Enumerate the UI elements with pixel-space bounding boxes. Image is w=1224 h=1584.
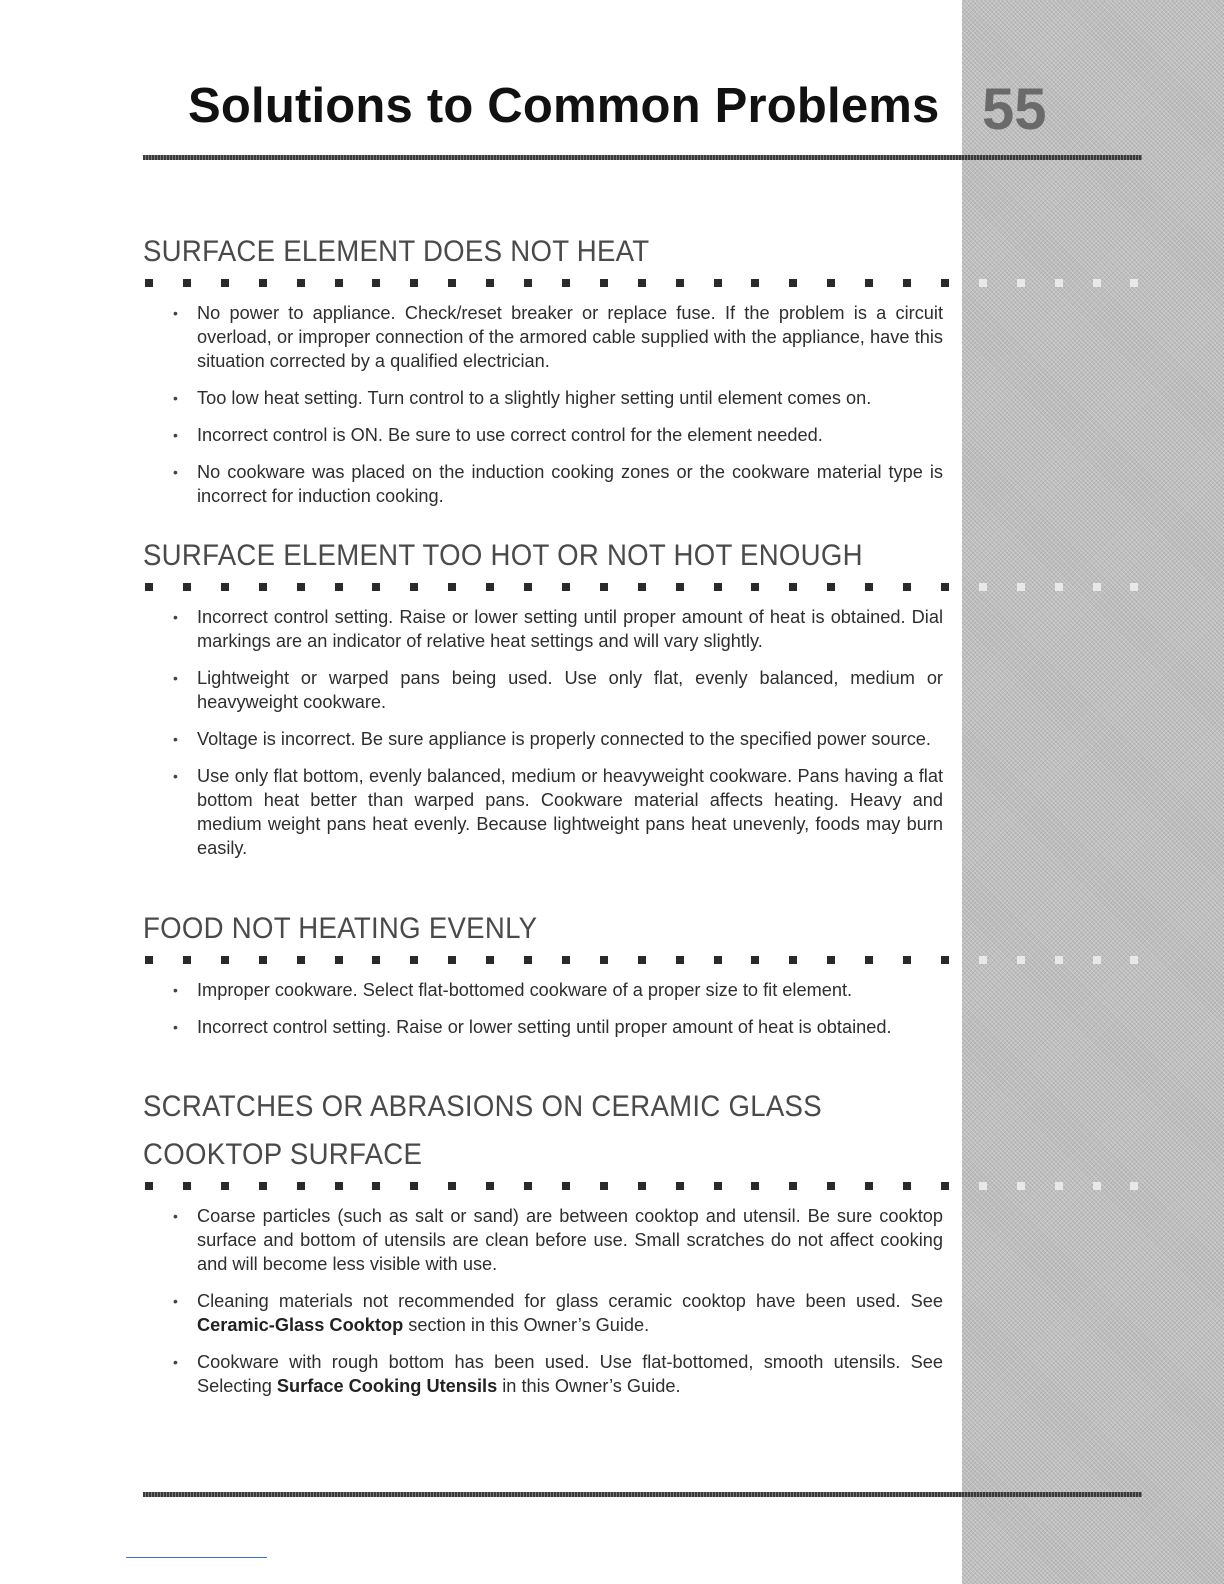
separator-dot bbox=[1130, 956, 1138, 964]
page-number: 55 bbox=[982, 77, 1047, 142]
section-heading: SURFACE ELEMENT DOES NOT HEAT bbox=[143, 235, 650, 268]
list-item: • Incorrect control setting. Raise or lower setting until proper amount of heat is obtained. Dial markings are an indicator of relative heat settings and will vary slightly. bbox=[197, 605, 943, 653]
separator-dot bbox=[714, 279, 722, 287]
section-scratches-on-cooktop bbox=[143, 1083, 1143, 1411]
separator-dot bbox=[335, 279, 343, 287]
separator-dot bbox=[221, 583, 229, 591]
separator-dot bbox=[600, 1182, 608, 1190]
separator-dot bbox=[448, 583, 456, 591]
list-item: • Use only flat bottom, evenly balanced, medium or heavyweight cookware. Pans having a flat bottom heat better than warped pans. Cookware material affects heating. Heavy and medium weight pans heat evenly. Because lightweight pans heat unevenly, foods may burn easily. bbox=[197, 764, 943, 860]
item-text: in this Owner’s Guide. bbox=[497, 1376, 681, 1396]
separator-dot bbox=[524, 956, 532, 964]
separator-dot bbox=[410, 956, 418, 964]
separator-dot bbox=[486, 583, 494, 591]
separator-dot bbox=[638, 1182, 646, 1190]
item-emphasis: Surface Cooking Utensils bbox=[276, 1376, 498, 1396]
separator-dot bbox=[524, 1182, 532, 1190]
separator-dot bbox=[979, 279, 987, 287]
separator-dot bbox=[221, 279, 229, 287]
separator-dot bbox=[1130, 1182, 1138, 1190]
separator-dot bbox=[335, 583, 343, 591]
separator-dot bbox=[1093, 279, 1101, 287]
separator-dot bbox=[714, 1182, 722, 1190]
separator-dot bbox=[941, 956, 949, 964]
separator-dot bbox=[676, 279, 684, 287]
bullet-list bbox=[143, 605, 1143, 860]
dotted-separator bbox=[143, 583, 1143, 595]
list-item: • Improper cookware. Select flat-bottomed cookware of a proper size to fit element. bbox=[197, 978, 943, 1002]
separator-dot bbox=[183, 279, 191, 287]
list-item: • Incorrect control setting. Raise or lower setting until proper amount of heat is obtained. bbox=[197, 1015, 943, 1039]
separator-dot bbox=[486, 956, 494, 964]
separator-dot bbox=[297, 279, 305, 287]
separator-dot bbox=[979, 1182, 987, 1190]
separator-dot bbox=[979, 583, 987, 591]
list-item: • Incorrect control is ON. Be sure to use correct control for the element needed. bbox=[197, 423, 943, 447]
footer-underline bbox=[126, 1557, 267, 1558]
separator-dot bbox=[145, 1182, 153, 1190]
separator-dot bbox=[638, 583, 646, 591]
separator-dot bbox=[1017, 583, 1025, 591]
section-surface-element-too-hot bbox=[143, 532, 1143, 873]
separator-dot bbox=[221, 1182, 229, 1190]
separator-dot bbox=[600, 279, 608, 287]
separator-dot bbox=[903, 583, 911, 591]
separator-dot bbox=[410, 1182, 418, 1190]
list-item: • No cookware was placed on the induction cooking zones or the cookware material type is incorrect for induction cooking. bbox=[197, 460, 943, 508]
separator-dot bbox=[259, 279, 267, 287]
item-emphasis: Ceramic-Glass Cooktop bbox=[197, 1315, 404, 1335]
separator-dot bbox=[524, 583, 532, 591]
separator-dot bbox=[1017, 1182, 1025, 1190]
separator-dot bbox=[751, 1182, 759, 1190]
separator-dot bbox=[145, 583, 153, 591]
separator-dot bbox=[486, 1182, 494, 1190]
item-text: section in this Owner’s Guide. bbox=[403, 1315, 650, 1335]
separator-dot bbox=[1017, 956, 1025, 964]
separator-dot bbox=[145, 279, 153, 287]
list-item: • Coarse particles (such as salt or sand) are between cooktop and utensil. Be sure cooktop surface and bottom of utensils are clean before use. Small scratches do not affect cooking and will become less visible with use. bbox=[197, 1204, 943, 1276]
list-item: • Too low heat setting. Turn control to a slightly higher setting until element comes on. bbox=[197, 386, 943, 410]
bullet-list bbox=[143, 978, 1143, 1039]
separator-dot bbox=[562, 583, 570, 591]
page-title: Solutions to Common Problems bbox=[188, 79, 940, 133]
section-heading: SCRATCHES OR ABRASIONS ON CERAMIC GLASS COOKTOP SURFACE bbox=[143, 1090, 822, 1171]
separator-dot bbox=[903, 956, 911, 964]
separator-dot bbox=[562, 279, 570, 287]
separator-dot bbox=[297, 583, 305, 591]
separator-dot bbox=[1055, 279, 1063, 287]
separator-dot bbox=[259, 583, 267, 591]
separator-dot bbox=[1055, 956, 1063, 964]
separator-dot bbox=[827, 1182, 835, 1190]
separator-dot bbox=[486, 279, 494, 287]
separator-dot bbox=[676, 956, 684, 964]
separator-dot bbox=[751, 583, 759, 591]
separator-dot bbox=[1130, 583, 1138, 591]
separator-dot bbox=[1130, 279, 1138, 287]
separator-dot bbox=[297, 1182, 305, 1190]
separator-dot bbox=[714, 583, 722, 591]
separator-dot bbox=[789, 583, 797, 591]
separator-dot bbox=[372, 956, 380, 964]
section-surface-element-does-not-heat bbox=[143, 228, 1143, 521]
separator-dot bbox=[410, 279, 418, 287]
separator-dot bbox=[1093, 956, 1101, 964]
separator-dot bbox=[410, 583, 418, 591]
section-heading: SURFACE ELEMENT TOO HOT OR NOT HOT ENOUGH bbox=[143, 539, 863, 572]
separator-dot bbox=[448, 1182, 456, 1190]
separator-dot bbox=[524, 279, 532, 287]
section-food-not-heating-evenly bbox=[143, 905, 1143, 1052]
separator-dot bbox=[372, 279, 380, 287]
separator-dot bbox=[448, 279, 456, 287]
separator-dot bbox=[941, 583, 949, 591]
separator-dot bbox=[372, 1182, 380, 1190]
separator-dot bbox=[297, 956, 305, 964]
separator-dot bbox=[789, 956, 797, 964]
section-heading: FOOD NOT HEATING EVENLY bbox=[143, 912, 538, 945]
dotted-separator bbox=[143, 1182, 1143, 1194]
separator-dot bbox=[600, 583, 608, 591]
separator-dot bbox=[1093, 583, 1101, 591]
list-item: • No power to appliance. Check/reset breaker or replace fuse. If the problem is a circuit overload, or improper connection of the armored cable supplied with the appliance, have this situation corrected by a qualified electrician. bbox=[197, 301, 943, 373]
separator-dot bbox=[562, 956, 570, 964]
separator-dot bbox=[259, 1182, 267, 1190]
separator-dot bbox=[676, 583, 684, 591]
separator-dot bbox=[714, 956, 722, 964]
item-text: Cleaning materials not recommended for glass ceramic cooktop have been used. See bbox=[197, 1291, 943, 1311]
separator-dot bbox=[562, 1182, 570, 1190]
separator-dot bbox=[751, 279, 759, 287]
header-rule bbox=[143, 155, 1142, 160]
separator-dot bbox=[638, 279, 646, 287]
separator-dot bbox=[865, 956, 873, 964]
bullet-list bbox=[143, 1204, 1143, 1398]
separator-dot bbox=[789, 279, 797, 287]
list-item: • Voltage is incorrect. Be sure appliance is properly connected to the specified power source. bbox=[197, 727, 943, 751]
separator-dot bbox=[638, 956, 646, 964]
separator-dot bbox=[827, 583, 835, 591]
separator-dot bbox=[145, 956, 153, 964]
separator-dot bbox=[865, 1182, 873, 1190]
item-text: Cookware with rough bottom has been used. Use flat-bottomed, smooth utensils. See Selecting bbox=[197, 1352, 943, 1396]
list-item bbox=[197, 1289, 943, 1337]
separator-dot bbox=[1055, 583, 1063, 591]
separator-dot bbox=[183, 956, 191, 964]
separator-dot bbox=[221, 956, 229, 964]
separator-dot bbox=[1093, 1182, 1101, 1190]
separator-dot bbox=[827, 956, 835, 964]
separator-dot bbox=[1017, 279, 1025, 287]
separator-dot bbox=[979, 956, 987, 964]
separator-dot bbox=[1055, 1182, 1063, 1190]
separator-dot bbox=[372, 583, 380, 591]
separator-dot bbox=[335, 1182, 343, 1190]
separator-dot bbox=[600, 956, 608, 964]
separator-dot bbox=[827, 279, 835, 287]
separator-dot bbox=[335, 956, 343, 964]
separator-dot bbox=[259, 956, 267, 964]
dotted-separator bbox=[143, 279, 1143, 291]
separator-dot bbox=[751, 956, 759, 964]
separator-dot bbox=[903, 279, 911, 287]
separator-dot bbox=[903, 1182, 911, 1190]
separator-dot bbox=[865, 583, 873, 591]
separator-dot bbox=[865, 279, 873, 287]
separator-dot bbox=[183, 583, 191, 591]
dotted-separator bbox=[143, 956, 1143, 968]
separator-dot bbox=[183, 1182, 191, 1190]
separator-dot bbox=[676, 1182, 684, 1190]
separator-dot bbox=[448, 956, 456, 964]
separator-dot bbox=[789, 1182, 797, 1190]
separator-dot bbox=[941, 279, 949, 287]
footer-rule bbox=[143, 1492, 1142, 1497]
bullet-list bbox=[143, 301, 1143, 508]
separator-dot bbox=[941, 1182, 949, 1190]
list-item: • Lightweight or warped pans being used. Use only flat, evenly balanced, medium or heavyweight cookware. bbox=[197, 666, 943, 714]
list-item bbox=[197, 1350, 943, 1398]
